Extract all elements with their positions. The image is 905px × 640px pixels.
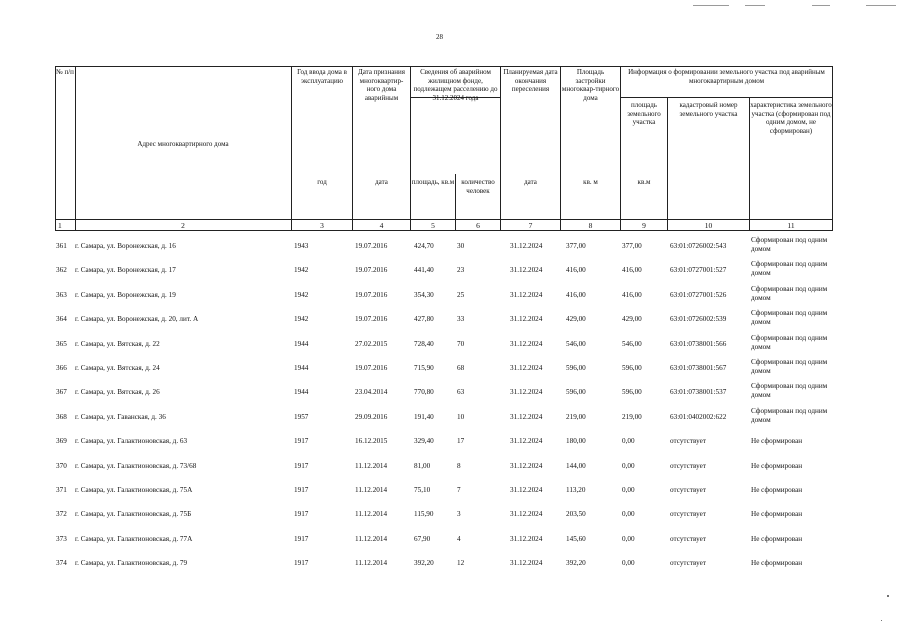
row-recognition-date: 16.12.2015 <box>355 437 388 446</box>
table-header <box>55 66 832 231</box>
row-build-area: 377,00 <box>566 242 586 250</box>
table-row <box>0 260 905 284</box>
row-land-area: 0,00 <box>622 534 635 543</box>
table-row <box>0 431 905 455</box>
row-land-area: 0,00 <box>622 486 635 494</box>
scan-mark <box>693 5 729 6</box>
row-year: 1917 <box>294 486 309 494</box>
row-plan-date: 31.12.2024 <box>510 559 543 568</box>
row-land-status: Не сформирован <box>751 461 803 470</box>
row-land-status: Не сформирован <box>751 510 803 519</box>
row-people: 17 <box>457 437 465 446</box>
rule <box>291 66 292 231</box>
header-building-area: Площадь застройки многоквар-тирного дома <box>561 68 620 102</box>
row-cadastral: отсутствует <box>670 486 706 494</box>
row-number: 373 <box>56 534 67 543</box>
row-address: г. Самара, ул. Галактионовская, д. 79 <box>75 559 188 568</box>
unit-year: год <box>317 178 327 186</box>
row-cadastral: 63:01:0738001:567 <box>670 364 727 372</box>
row-area: 329,40 <box>414 437 434 446</box>
row-cadastral: отсутствует <box>670 437 706 446</box>
row-number: 362 <box>56 266 67 275</box>
row-cadastral: 63:01:0726002:539 <box>670 315 727 324</box>
row-year: 1943 <box>294 242 309 250</box>
row-cadastral: отсутствует <box>670 559 706 568</box>
row-cadastral: 63:01:0726002:543 <box>670 242 727 250</box>
row-recognition-date: 11.12.2014 <box>355 510 388 519</box>
row-land-status: Не сформирован <box>751 486 803 494</box>
row-year: 1917 <box>294 461 309 470</box>
row-people: 4 <box>457 534 461 543</box>
row-year: 1942 <box>294 266 309 275</box>
scan-mark <box>745 5 765 6</box>
row-land-status: Не сформирован <box>751 534 803 543</box>
row-address: г. Самара, ул. Галактионовская, д. 75Б <box>75 510 192 519</box>
header-planned-date: Планируемая дата окончания переселения <box>503 68 558 94</box>
row-plan-date: 31.12.2024 <box>510 412 543 421</box>
row-land-area: 377,00 <box>622 242 642 250</box>
row-plan-date: 31.12.2024 <box>510 388 543 397</box>
row-area: 81,00 <box>414 461 431 470</box>
row-year: 1917 <box>294 510 309 519</box>
row-plan-date: 31.12.2024 <box>510 437 543 446</box>
table-row <box>0 529 905 553</box>
row-land-area: 219,00 <box>622 412 642 421</box>
row-number: 374 <box>56 559 67 568</box>
row-cadastral: 63:01:0402002:622 <box>670 412 727 421</box>
row-people: 25 <box>457 290 465 299</box>
column-number: 7 <box>528 221 533 230</box>
table-row <box>0 309 905 333</box>
table-row <box>0 553 905 577</box>
row-build-area: 416,00 <box>566 266 586 275</box>
rule <box>55 66 832 67</box>
column-number: 2 <box>181 221 185 230</box>
row-land-area: 416,00 <box>622 290 642 299</box>
row-land-area: 416,00 <box>622 266 642 275</box>
row-people: 30 <box>457 242 465 250</box>
row-build-area: 145,60 <box>566 534 586 543</box>
row-recognition-date: 11.12.2014 <box>355 559 388 568</box>
row-address: г. Самара, ул. Галактионовская, д. 73/68 <box>75 461 197 470</box>
row-recognition-date: 19.07.2016 <box>355 315 388 324</box>
row-land-status: Сформирован под одним домом <box>751 406 828 424</box>
row-number: 364 <box>56 315 67 324</box>
row-people: 33 <box>457 315 465 324</box>
row-recognition-date: 19.07.2016 <box>355 364 388 372</box>
row-cadastral: 63:01:0738001:537 <box>670 388 727 397</box>
row-number: 371 <box>56 486 67 494</box>
row-land-area: 596,00 <box>622 364 642 372</box>
row-area: 728,40 <box>414 339 434 348</box>
row-address: г. Самара, ул. Вятская, д. 26 <box>75 388 160 397</box>
row-land-status: Сформирован под одним домом <box>751 382 828 400</box>
row-land-status: Сформирован под одним домом <box>751 260 828 278</box>
row-cadastral: 63:01:0727001:526 <box>670 290 727 299</box>
row-land-area: 429,00 <box>622 315 642 324</box>
row-recognition-date: 19.07.2016 <box>355 242 388 250</box>
row-plan-date: 31.12.2024 <box>510 364 543 372</box>
row-recognition-date: 11.12.2014 <box>355 534 388 543</box>
row-build-area: 596,00 <box>566 364 586 372</box>
header-cadastral: кадастровый номер земельного участка <box>679 101 738 118</box>
table-row <box>0 334 905 358</box>
row-plan-date: 31.12.2024 <box>510 534 543 543</box>
column-number: 4 <box>379 221 384 230</box>
column-number: 11 <box>787 221 795 230</box>
row-address: г. Самара, ул. Галактионовская, д. 63 <box>75 437 188 446</box>
row-year: 1942 <box>294 290 309 299</box>
row-area: 67,90 <box>414 534 431 543</box>
row-people: 8 <box>457 461 461 470</box>
row-area: 115,90 <box>414 510 434 519</box>
row-year: 1917 <box>294 437 309 446</box>
row-build-area: 429,00 <box>566 315 586 324</box>
row-recognition-date: 27.02.2015 <box>355 339 388 348</box>
page-number: 28 <box>436 33 443 41</box>
rule <box>620 97 832 98</box>
row-number: 365 <box>56 339 67 348</box>
row-area: 75,10 <box>414 486 431 494</box>
row-people: 70 <box>457 339 465 348</box>
table-row <box>0 285 905 309</box>
row-address: г. Самара, ул. Воронежская, д. 20, лит. А <box>75 315 199 324</box>
rule <box>55 219 832 220</box>
table-row <box>0 456 905 480</box>
unit-land-area: кв.м <box>637 178 651 186</box>
table-row <box>0 382 905 406</box>
row-year: 1944 <box>294 388 309 397</box>
row-area: 191,40 <box>414 412 434 421</box>
row-land-status: Сформирован под одним домом <box>751 333 828 351</box>
row-build-area: 596,00 <box>566 388 586 397</box>
header-emergency-fund: Сведения об аварийном жилищном фонде, подлежащем расселению до 31.12.2024 года <box>413 68 498 102</box>
rule <box>55 230 832 231</box>
row-land-area: 546,00 <box>622 339 642 348</box>
table-row <box>0 504 905 528</box>
row-area: 770,80 <box>414 388 434 397</box>
row-land-status: Не сформирован <box>751 559 803 568</box>
row-people: 12 <box>457 559 465 568</box>
row-land-status: Не сформирован <box>751 437 803 446</box>
table-row <box>0 236 905 260</box>
scan-speck <box>887 595 889 597</box>
row-year: 1944 <box>294 339 309 348</box>
row-cadastral: 63:01:0727001:527 <box>670 266 727 275</box>
row-build-area: 392,20 <box>566 559 586 568</box>
row-plan-date: 31.12.2024 <box>510 242 543 250</box>
row-cadastral: 63:01:0738001:566 <box>670 339 727 348</box>
column-number: 3 <box>320 221 324 230</box>
row-land-area: 0,00 <box>622 510 635 519</box>
row-build-area: 180,00 <box>566 437 586 446</box>
unit-date: дата <box>375 178 388 186</box>
header-land-area: площадь земельного участка <box>627 101 661 127</box>
row-recognition-date: 11.12.2014 <box>355 486 388 494</box>
row-recognition-date: 19.07.2016 <box>355 266 388 275</box>
row-people: 63 <box>457 388 465 397</box>
row-land-status: Сформирован под одним домом <box>751 284 828 302</box>
row-land-area: 0,00 <box>622 559 635 568</box>
row-cadastral: отсутствует <box>670 461 706 470</box>
row-area: 427,80 <box>414 315 434 324</box>
row-build-area: 144,00 <box>566 461 586 470</box>
rule <box>55 66 56 231</box>
column-number: 9 <box>642 221 646 230</box>
row-address: г. Самара, ул. Воронежская, д. 19 <box>75 290 176 299</box>
row-number: 370 <box>56 461 67 470</box>
row-number: 366 <box>56 364 67 372</box>
row-plan-date: 31.12.2024 <box>510 339 543 348</box>
row-recognition-date: 11.12.2014 <box>355 461 388 470</box>
scan-mark <box>812 5 830 6</box>
row-cadastral: отсутствует <box>670 534 706 543</box>
row-land-status: Сформирован под одним домом <box>751 358 828 375</box>
row-number: 368 <box>56 412 67 421</box>
row-area: 441,40 <box>414 266 434 275</box>
rule <box>832 66 833 231</box>
header-number: № п/п <box>56 68 74 76</box>
column-number: 5 <box>431 221 435 230</box>
row-plan-date: 31.12.2024 <box>510 510 543 519</box>
row-area: 354,30 <box>414 290 434 299</box>
row-plan-date: 31.12.2024 <box>510 290 543 299</box>
row-number: 369 <box>56 437 67 446</box>
row-year: 1917 <box>294 534 309 543</box>
row-plan-date: 31.12.2024 <box>510 266 543 275</box>
header-address: Адрес многоквартирного дома <box>137 140 229 148</box>
row-address: г. Самара, ул. Галактионовская, д. 75А <box>75 486 193 494</box>
row-land-status: Сформирован под одним домом <box>751 309 828 327</box>
column-number: 6 <box>476 221 480 230</box>
header-land-info: Информация о формировании земельного участка под аварийным многоквартирным домом <box>628 68 825 85</box>
row-plan-date: 31.12.2024 <box>510 486 543 494</box>
row-cadastral: отсутствует <box>670 510 706 519</box>
row-land-area: 596,00 <box>622 388 642 397</box>
row-recognition-date: 29.09.2016 <box>355 412 388 421</box>
scan-speck <box>881 620 882 621</box>
row-address: г. Самара, ул. Воронежская, д. 17 <box>75 266 176 275</box>
row-year: 1957 <box>294 412 309 421</box>
unit-people: количество человек <box>461 178 495 195</box>
row-people: 7 <box>457 486 461 494</box>
column-number: 10 <box>704 221 713 230</box>
row-number: 363 <box>56 290 67 299</box>
row-people: 3 <box>457 510 461 519</box>
header-land-status: характеристика земельного участка (сформирован под одним домом, не сформирован) <box>750 101 832 135</box>
row-land-area: 0,00 <box>622 461 635 470</box>
row-address: г. Самара, ул. Вятская, д. 24 <box>75 364 160 372</box>
row-build-area: 416,00 <box>566 290 586 299</box>
row-people: 23 <box>457 266 465 275</box>
row-address: г. Самара, ул. Гаванская, д. 36 <box>75 412 166 421</box>
header-recognition-date: Дата признания многоквартир-ного дома аварийным <box>357 68 406 102</box>
row-area: 715,90 <box>414 364 434 372</box>
row-year: 1944 <box>294 364 309 372</box>
row-recognition-date: 19.07.2016 <box>355 290 388 299</box>
row-area: 392,20 <box>414 559 434 568</box>
column-number: 8 <box>588 221 593 230</box>
row-year: 1942 <box>294 315 309 324</box>
table-row <box>0 358 905 382</box>
row-people: 68 <box>457 364 465 372</box>
row-land-area: 0,00 <box>622 437 635 446</box>
row-area: 424,70 <box>414 242 434 250</box>
header-year: Год ввода дома в эксплуатацию <box>297 68 347 85</box>
row-recognition-date: 23.04.2014 <box>355 388 388 397</box>
unit-area: площадь, кв.м <box>411 178 455 186</box>
row-number: 361 <box>56 242 67 250</box>
row-build-area: 219,00 <box>566 412 586 421</box>
unit-plan-date: дата <box>524 178 537 186</box>
unit-build-area: кв. м <box>583 178 598 186</box>
row-address: г. Самара, ул. Галактионовская, д. 77А <box>75 534 193 543</box>
row-year: 1917 <box>294 559 309 568</box>
row-build-area: 203,50 <box>566 510 586 519</box>
rule <box>620 66 621 231</box>
row-land-status: Сформирован под одним домом <box>751 236 828 253</box>
column-number: 1 <box>58 221 62 230</box>
row-build-area: 546,00 <box>566 339 586 348</box>
row-plan-date: 31.12.2024 <box>510 315 543 324</box>
row-address: г. Самара, ул. Вятская, д. 22 <box>75 339 160 348</box>
row-build-area: 113,20 <box>566 486 586 494</box>
table-row <box>0 480 905 504</box>
scan-mark <box>866 5 896 6</box>
row-number: 367 <box>56 388 67 397</box>
row-people: 10 <box>457 412 465 421</box>
row-plan-date: 31.12.2024 <box>510 461 543 470</box>
row-address: г. Самара, ул. Воронежская, д. 16 <box>75 242 176 250</box>
table-row <box>0 407 905 431</box>
row-number: 372 <box>56 510 67 519</box>
